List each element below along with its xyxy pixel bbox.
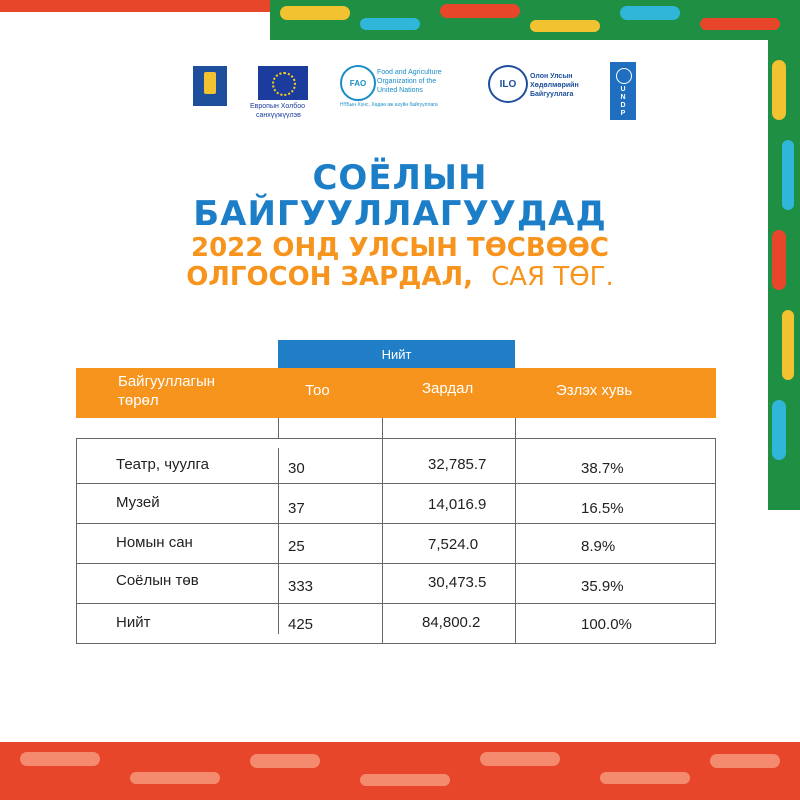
row-count: 30 xyxy=(288,460,305,477)
table-header-row xyxy=(76,368,716,418)
row-count: 25 xyxy=(288,538,305,555)
ilo-logo: ILO xyxy=(488,65,528,103)
fao-logo: FAO xyxy=(340,65,376,101)
row-share: 100.0% xyxy=(581,616,632,633)
fao-caption: НҮБын Хүнс, Хөдөө аж ахуйн байгууллага xyxy=(340,102,438,108)
decorative-border-top xyxy=(270,0,800,40)
row-type: Соёлын төв xyxy=(116,572,199,589)
row-share: 8.9% xyxy=(581,538,616,555)
unit-label: САЯ ТӨГ. xyxy=(491,262,614,292)
page-title-line1: СОЁЛЫН xyxy=(312,158,488,198)
partner-logos xyxy=(0,60,800,120)
header-type: Байгууллагын төрөл xyxy=(118,373,216,409)
row-expense: 32,785.7 xyxy=(428,456,487,473)
undp-logo: U N D P xyxy=(610,62,636,120)
ilo-name: Олон Улсын Хөдөлмөрийн Байгууллага xyxy=(530,73,579,98)
header-expense: Зардал xyxy=(422,380,474,397)
row-type: Музей xyxy=(116,494,160,511)
mongolia-emblem-logo xyxy=(193,66,227,106)
page-subtitle-line2: ОЛГОСОН ЗАРДАЛ, САЯ ТӨГ. xyxy=(186,262,614,292)
row-share: 38.7% xyxy=(581,460,624,477)
page-title-line2: БАЙГУУЛЛАГУУДАД xyxy=(193,194,607,234)
row-type: Театр, чуулга xyxy=(116,456,209,473)
row-share: 16.5% xyxy=(581,500,624,517)
row-expense: 7,524.0 xyxy=(428,536,479,553)
fao-name: Food and Agriculture Organization of the United Nations xyxy=(377,69,442,94)
row-count: 425 xyxy=(288,616,314,633)
row-count: 37 xyxy=(288,500,305,517)
group-header: Нийт xyxy=(278,340,515,368)
row-type: Нийт xyxy=(116,614,151,631)
header-share: Эзлэх хувь xyxy=(556,382,633,399)
expense-table xyxy=(76,340,716,644)
row-expense: 14,016.9 xyxy=(428,496,487,513)
eu-caption: Европын Холбоо санхүүжүүлэв xyxy=(250,103,306,119)
row-share: 35.9% xyxy=(581,578,624,595)
eu-flag-logo xyxy=(258,66,308,100)
row-type: Номын сан xyxy=(116,534,193,551)
decorative-border-bottom xyxy=(0,742,800,800)
page-subtitle-line1: 2022 ОНД УЛСЫН ТӨСВӨӨС xyxy=(191,233,609,263)
row-expense: 30,473.5 xyxy=(428,574,487,591)
decorative-border-top-left xyxy=(0,0,270,12)
header-count: Тоо xyxy=(305,382,330,399)
row-expense: 84,800.2 xyxy=(422,614,481,631)
row-count: 333 xyxy=(288,578,314,595)
